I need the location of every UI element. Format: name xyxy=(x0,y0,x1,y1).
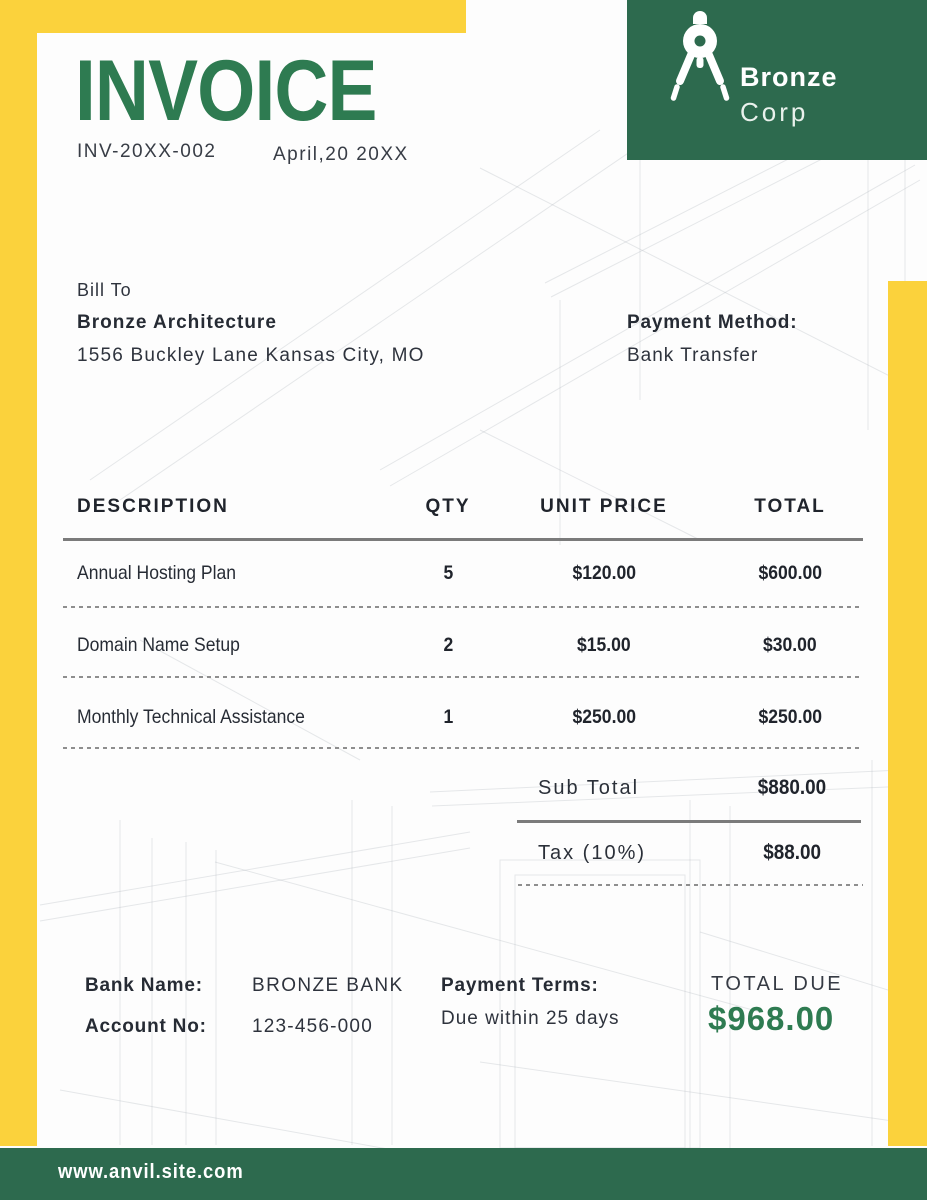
left-accent-bar xyxy=(0,0,37,1146)
item-unit-price: $15.00 xyxy=(577,634,631,656)
item-description: Monthly Technical Assistance xyxy=(77,706,305,728)
website-url: www.anvil.site.com xyxy=(58,1161,244,1183)
item-total: $250.00 xyxy=(758,706,822,728)
item-qty: 1 xyxy=(443,706,453,728)
table-row xyxy=(77,562,417,585)
brand-name: Bronze xyxy=(740,62,838,92)
brand-header xyxy=(627,0,927,160)
total-due-label: TOTAL DUE xyxy=(711,973,844,995)
subtotal-rule xyxy=(517,820,861,823)
right-accent-bar xyxy=(888,281,927,1146)
tax-label: Tax (10%) xyxy=(538,842,647,864)
row-divider xyxy=(63,747,863,749)
invoice-title: INVOICE xyxy=(75,43,377,139)
bill-to-address: 1556 Buckley Lane Kansas City, MO xyxy=(77,345,425,366)
item-description: Annual Hosting Plan xyxy=(77,562,237,584)
table-row xyxy=(710,706,870,729)
item-qty: 2 xyxy=(443,634,453,656)
table-row xyxy=(524,634,684,657)
item-total: $600.00 xyxy=(758,562,822,584)
column-header-qty: QTY xyxy=(425,496,471,517)
subtotal-label: Sub Total xyxy=(538,777,640,799)
account-no-label: Account No: xyxy=(85,1016,207,1037)
brand-name-secondary: Corp xyxy=(740,97,809,127)
account-no-value: 123-456-000 xyxy=(252,1016,373,1037)
bill-to-label: Bill To xyxy=(77,280,132,300)
row-divider xyxy=(63,606,863,608)
drafting-compass-icon xyxy=(666,9,734,101)
top-accent-bar xyxy=(0,0,466,33)
payment-method-value: Bank Transfer xyxy=(627,345,759,366)
column-header-total: TOTAL xyxy=(754,496,826,517)
invoice-number: INV-20XX-002 xyxy=(77,141,217,162)
bank-name-value: BRONZE BANK xyxy=(252,975,404,996)
column-header-unit-price: UNIT PRICE xyxy=(540,496,668,517)
bank-name-label: Bank Name: xyxy=(85,975,203,996)
table-header-rule xyxy=(63,538,863,541)
table-row xyxy=(388,562,508,585)
table-row xyxy=(710,634,870,657)
table-row xyxy=(77,706,417,729)
tax-value: $88.00 xyxy=(763,841,821,864)
item-unit-price: $250.00 xyxy=(572,706,636,728)
table-row xyxy=(524,562,684,585)
column-header-description: DESCRIPTION xyxy=(77,496,229,517)
table-row xyxy=(388,634,508,657)
item-qty: 5 xyxy=(443,562,453,584)
item-description: Domain Name Setup xyxy=(77,634,240,656)
item-total: $30.00 xyxy=(763,634,817,656)
subtotal-value: $880.00 xyxy=(757,776,827,799)
total-due-value: $968.00 xyxy=(708,1000,835,1037)
payment-terms-label: Payment Terms: xyxy=(441,975,599,996)
table-row xyxy=(710,562,870,585)
payment-method-label: Payment Method: xyxy=(627,312,798,333)
payment-terms-value: Due within 25 days xyxy=(441,1008,620,1029)
summary-divider xyxy=(518,884,863,886)
bill-to-name: Bronze Architecture xyxy=(77,312,277,333)
item-unit-price: $120.00 xyxy=(572,562,636,584)
table-row xyxy=(524,706,684,729)
row-divider xyxy=(63,676,863,678)
footer-bar xyxy=(0,1148,927,1200)
table-row xyxy=(388,706,508,729)
invoice-date: April,20 20XX xyxy=(273,144,409,165)
table-row xyxy=(77,634,417,657)
